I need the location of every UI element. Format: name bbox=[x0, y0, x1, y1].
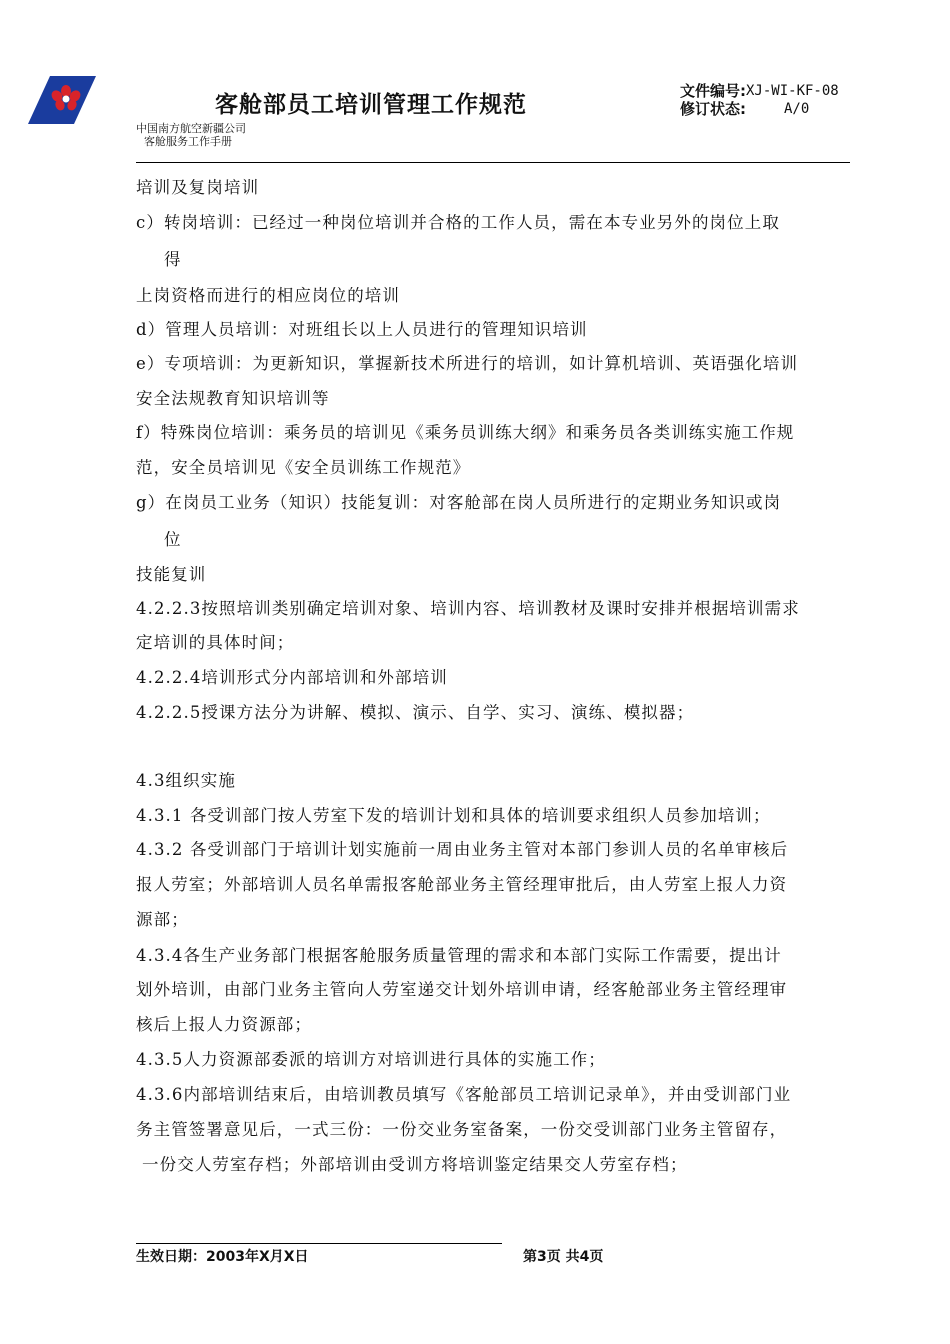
doc-number-row bbox=[680, 82, 839, 100]
company-name: 中国南方航空新疆公司 bbox=[136, 122, 246, 135]
manual-name: 客舱服务工作手册 bbox=[144, 135, 232, 148]
body-line: 定培训的具体时间； bbox=[136, 633, 295, 652]
body-line: 4.2.2.3按照培训类别确定培训对象、培训内容、培训教材及课时安排并根据培训需求 bbox=[136, 599, 800, 618]
effective-date: 生效日期：2003年X月X日 bbox=[136, 1249, 309, 1265]
body-line: 4.3.5人力资源部委派的培训方对培训进行具体的实施工作； bbox=[136, 1050, 606, 1069]
revision-value: A/0 bbox=[784, 101, 810, 117]
logo-tail-shape bbox=[28, 76, 96, 124]
body-line: 务主管签署意见后，一式三份：一份交业务室备案，一份交受训部门业务主管留存， bbox=[136, 1120, 788, 1139]
body-line: 源部； bbox=[136, 910, 189, 929]
body-line: 4.2.2.5授课方法分为讲解、模拟、演示、自学、实习、演练、模拟器； bbox=[136, 703, 695, 722]
revision-label: 修订状态: bbox=[680, 100, 746, 118]
doc-number-value: XJ-WI-KF-08 bbox=[746, 83, 839, 99]
body-line: 报人劳室；外部培训人员名单需报客舱部业务主管经理审批后，由人劳室上报人力资 bbox=[136, 875, 788, 894]
section-heading: 4.3组织实施 bbox=[136, 771, 236, 790]
doc-number-label: 文件编号: bbox=[680, 82, 746, 100]
china-southern-logo bbox=[28, 76, 96, 124]
body-line: f）特殊岗位培训：乘务员的培训见《乘务员训练大纲》和乘务员各类训练实施工作规 bbox=[136, 423, 795, 442]
body-line: 4.3.2 各受训部门于培训计划实施前一周由业务主管对本部门参训人员的名单审核后 bbox=[136, 840, 789, 859]
body-line: 位 bbox=[164, 530, 182, 549]
body-line: 4.3.6内部培训结束后，由培训教员填写《客舱部员工培训记录单》，并由受训部门业 bbox=[136, 1085, 792, 1104]
body-line: e）专项培训：为更新知识，掌握新技术所进行的培训，如计算机培训、英语强化培训 bbox=[136, 354, 799, 373]
document-title: 客舱部员工培训管理工作规范 bbox=[215, 92, 527, 118]
body-line: 4.2.2.4培训形式分内部培训和外部培训 bbox=[136, 668, 448, 687]
body-line: 培训及复岗培训 bbox=[136, 178, 260, 197]
document-meta bbox=[680, 82, 839, 118]
body-line: 安全法规教育知识培训等 bbox=[136, 389, 330, 408]
body-line: 上岗资格而进行的相应岗位的培训 bbox=[136, 286, 400, 305]
body-line: 技能复训 bbox=[136, 565, 207, 584]
revision-row bbox=[680, 100, 839, 118]
body-line: 核后上报人力资源部； bbox=[136, 1015, 312, 1034]
body-line: 得 bbox=[164, 250, 182, 269]
page-number: 第3页 共4页 bbox=[523, 1249, 604, 1265]
body-line: c）转岗培训：已经过一种岗位培训并合格的工作人员，需在本专业另外的岗位上取 bbox=[136, 213, 780, 232]
body-line: 4.3.1 各受训部门按人劳室下发的培训计划和具体的培训要求组织人员参加培训； bbox=[136, 806, 771, 825]
header-divider bbox=[136, 162, 850, 163]
body-line: g）在岗员工业务（知识）技能复训：对客舱部在岗人员所进行的定期业务知识或岗 bbox=[136, 493, 782, 512]
body-line: 划外培训，由部门业务主管向人劳室递交计划外培训申请，经客舱部业务主管经理审 bbox=[136, 980, 788, 999]
footer-divider bbox=[136, 1243, 502, 1244]
body-line: 4.3.4各生产业务部门根据客舱服务质量管理的需求和本部门实际工作需要，提出计 bbox=[136, 946, 782, 965]
body-line: 范，安全员培训见《安全员训练工作规范》 bbox=[136, 458, 471, 477]
body-line: d）管理人员培训：对班组长以上人员进行的管理知识培训 bbox=[136, 320, 588, 339]
body-line: 一份交人劳室存档；外部培训由受训方将培训鉴定结果交人劳室存档； bbox=[142, 1155, 688, 1174]
company-block bbox=[136, 122, 246, 148]
